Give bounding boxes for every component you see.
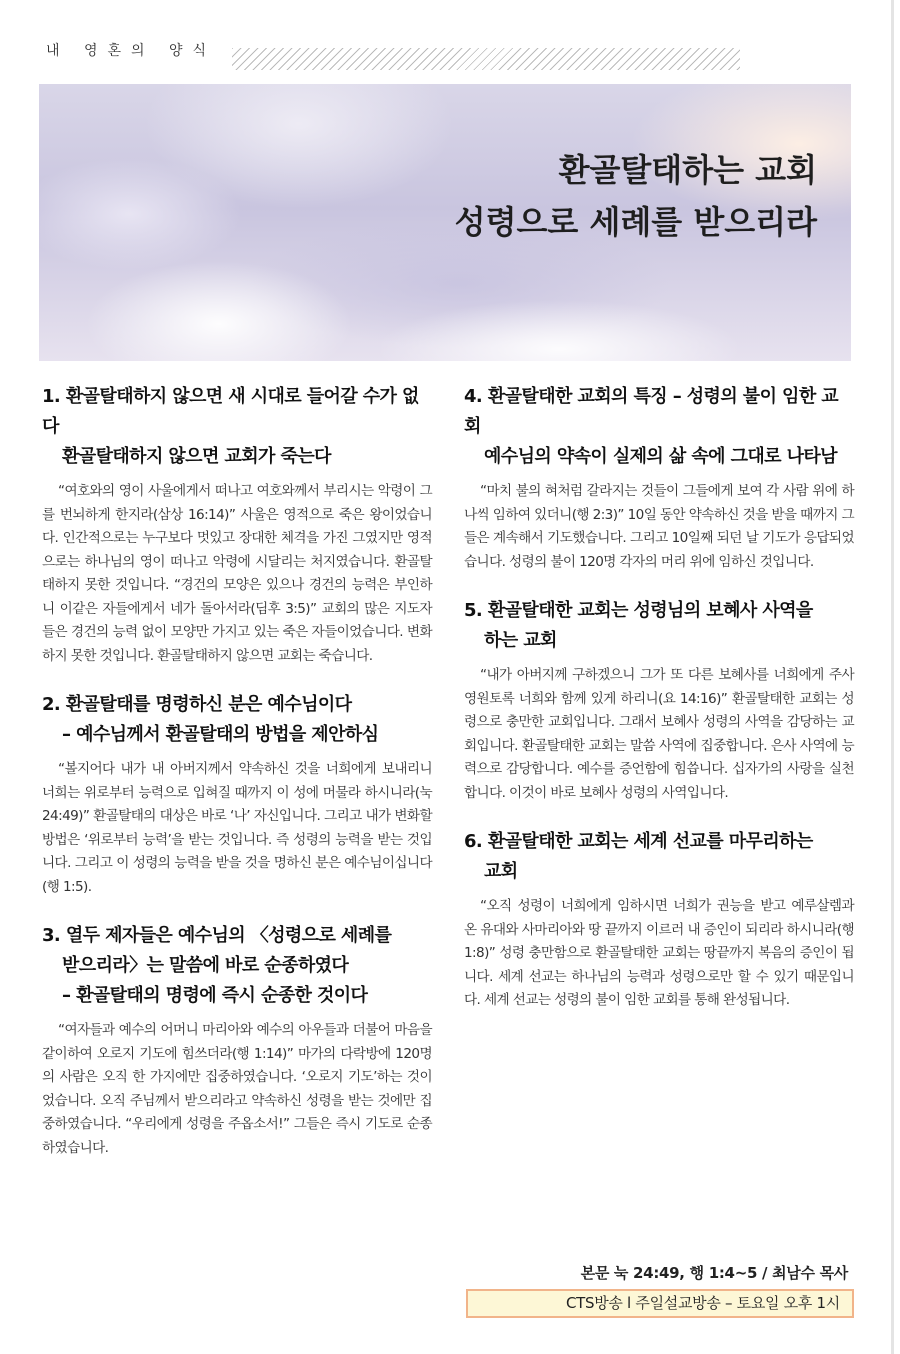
article-heading <box>42 690 432 750</box>
heading-line: 교회 <box>484 861 518 882</box>
hero-title-line-2: 성령으로 세례를 받으리라 <box>454 203 817 241</box>
heading-line: 2. 환골탈태를 명령하신 분은 예수님이다 <box>42 694 352 715</box>
scripture-source-and-author: 본문 눅 24:49, 행 1:4~5 / 최남수 목사 <box>580 1264 848 1282</box>
hero-title <box>455 144 817 248</box>
article-body: “마치 불의 혀처럼 갈라지는 것들이 그들에게 보여 각 사람 위에 하나씩 임하여 있더니(행 2:3)” 10일 동안 약속하신 것을 받을 때까지 그들은 계속해서 기도했습니다. 그리고 10일째 되던 날 기도가 응답되었습니다. 성령의 불이 120명 각자의 머리 위에 임하신 것입니다. <box>464 483 854 570</box>
heading-line: 받으리라〉는 말씀에 바로 순종하였다 <box>62 955 349 976</box>
broadcast-info-box: CTS방송 l 주일설교방송 – 토요일 오후 1시 <box>466 1289 854 1318</box>
article-2 <box>42 690 432 899</box>
heading-line: 하는 교회 <box>484 630 557 651</box>
article-body: “볼지어다 내가 내 아버지께서 약속하신 것을 너희에게 보내리니 너희는 위로부터 능력으로 입혀질 때까지 이 성에 머물라 하시니라(눅 24:49)” 환골탈태의 대상은 바로 ‘나’ 자신입니다. 그리고 내가 변화할 방법은 ‘위로부터 능력’을 받는 것입니다. 즉 성령의 능력을 받는 것입니다. 그리고 이 성령의 능력을 받을 것을 명하신 분은 예수님이십니다(행 1:5). <box>42 761 432 895</box>
right-edge-rule <box>891 0 894 1354</box>
article-heading <box>464 382 854 472</box>
article-body: “오직 성령이 너희에게 임하시면 너희가 권능을 받고 예루살렘과 온 유대와 사마리아와 땅 끝까지 이르러 내 증인이 되리라 하시니라(행 1:8)” 성령 충만함으로 환골탈태한 교회는 땅끝까지 복음의 증인이 됩니다. 세계 선교는 하나님의 능력과 성령으로만 할 수 있기 때문입니다. 세계 선교는 성령의 불이 임한 교회를 통해 완성됩니다. <box>464 898 854 1008</box>
right-column <box>464 382 854 1035</box>
heading-line: 환골탈태하지 않으면 교회가 죽는다 <box>62 446 331 467</box>
heading-line: 예수님의 약속이 실제의 삶 속에 그대로 나타남 <box>484 446 837 467</box>
heading-line: 4. 환골탈태한 교회의 특징 – 성령의 불이 임한 교회 <box>464 386 839 437</box>
article-heading <box>42 382 432 472</box>
article-3 <box>42 921 432 1160</box>
article-heading <box>464 596 854 656</box>
article-5 <box>464 596 854 805</box>
hero-title-line-1: 환골탈태하는 교회 <box>558 151 817 189</box>
article-body: “내가 아버지께 구하겠으니 그가 또 다른 보혜사를 너희에게 주사 영원토록 너희와 함께 있게 하리니(요 14:16)” 환골탈태한 교회는 성령으로 충만한 교회입니다. 그래서 보혜사 성령의 사역을 감당하는 교회입니다. 환골탈태한 교회는 말씀 사역에 집중합니다. 은사 사역에 능력으로 감당합니다. 예수를 증언함에 힘씁니다. 십자가의 사랑을 실천합니다. 이것이 바로 보혜사 성령의 사역입니다. <box>464 667 854 801</box>
article-body: “여자들과 예수의 어머니 마리아와 예수의 아우들과 더불어 마음을 같이하여 오로지 기도에 힘쓰더라(행 1:14)” 마가의 다락방에 120명의 사람은 오직 한 가지에만 집중하였습니다. ‘오로지 기도’하는 것이었습니다. 오직 주님께서 받으리라고 약속하신 성령을 받는 것에만 집중하였습니다. “우리에게 성령을 주옵소서!” 그들은 즉시 기도로 순종하였습니다. <box>42 1022 432 1156</box>
heading-line: – 환골탈태의 명령에 즉시 순종한 것이다 <box>62 985 368 1006</box>
article-4 <box>464 382 854 574</box>
article-heading <box>464 827 854 887</box>
heading-line: 5. 환골탈태한 교회는 성령님의 보혜사 사역을 <box>464 600 813 621</box>
article-1 <box>42 382 432 668</box>
article-6 <box>464 827 854 1013</box>
heading-line: – 예수님께서 환골탈태의 방법을 제안하심 <box>62 724 379 745</box>
article-heading <box>42 921 432 1011</box>
heading-line: 3. 열두 제자들은 예수님의 〈성령으로 세례를 <box>42 925 392 946</box>
heading-line: 1. 환골탈태하지 않으면 새 시대로 들어갈 수가 없다 <box>42 386 419 437</box>
article-body: “여호와의 영이 사울에게서 떠나고 여호와께서 부리시는 악령이 그를 번뇌하게 한지라(삼상 16:14)” 사울은 영적으로 죽은 왕이었습니다. 인간적으로는 누구보다 멋있고 장대한 체격을 가진 그였지만 영적으로는 하나님의 영이 떠나고 악령에 시달리는 처지였습니다. 환골탈태하지 못한 것입니다. “경건의 모양은 있으나 경건의 능력은 부인하니 이같은 자들에게서 네가 돌아서라(딤후 3:5)” 교회의 많은 지도자들은 경건의 능력 없이 모양만 가지고 있는 죽은 자들이었습니다. 변화하지 못한 것입니다. 환골탈태하지 않으면 교회는 죽습니다. <box>42 483 432 664</box>
header-hatch-pattern <box>232 48 740 70</box>
heading-line: 6. 환골탈태한 교회는 세계 선교를 마무리하는 <box>464 831 813 852</box>
left-column <box>42 382 432 1182</box>
section-label: 내 영혼의 양식 <box>46 43 217 59</box>
hero-banner-cloud-image <box>39 84 851 361</box>
